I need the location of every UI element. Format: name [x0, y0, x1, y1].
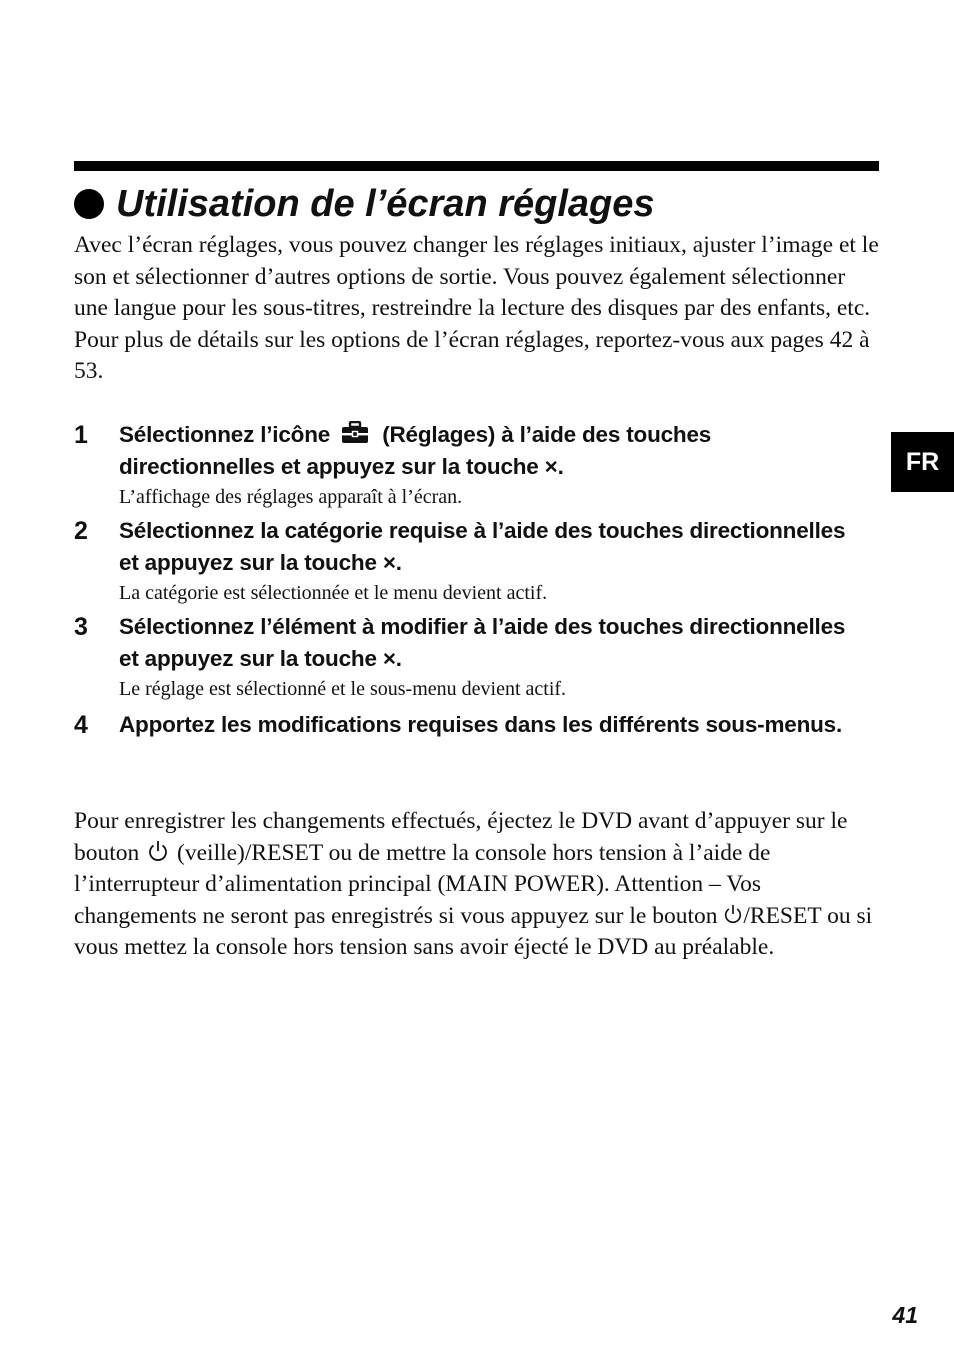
outro-paragraph — [74, 806, 882, 964]
bullet-icon — [74, 189, 104, 219]
step-heading: Sélectionnez la catégorie requise à l’aide des touches directionnelles et appuyez sur la touche ×. — [119, 518, 846, 575]
outro-text-3: /RESET ou si vous mettez la console hors tension sans avoir éjecté le DVD au préalable. — [74, 902, 873, 960]
power-icon — [723, 902, 743, 926]
step-4 — [74, 709, 864, 741]
outro-text-2: (veille)/RESET ou de mettre la console hors tension à l’aide de l’interrupteur d’alimentation principal (MAIN POWER). Attention – Vos changements ne seront pas enregistrés si vous appuyez sur le bouton — [74, 839, 771, 929]
step-3 — [74, 611, 864, 702]
step-2 — [74, 515, 864, 606]
section-title-text: Utilisation de l’écran réglages — [116, 183, 655, 225]
step-number: 3 — [74, 613, 88, 641]
step-1 — [74, 419, 864, 510]
intro-paragraph: Avec l’écran réglages, vous pouvez changer les réglages initiaux, ajuster l’image et le son et sélectionner d’autres options de sortie. Vous pouvez également sélectionner une langue pour les sous-titres, restreindre la lecture des disques par des enfants, etc. Pour plus de détails sur les options de l’écran réglages, reportez-vous aux pages 42 à 53. — [74, 232, 879, 384]
section-rule — [74, 161, 879, 171]
step-number: 2 — [74, 517, 88, 545]
outro-text-1: Pour enregistrer les changements effectués, éjectez le DVD avant d’appuyer sur le bouton — [74, 808, 848, 866]
step-heading — [119, 419, 864, 483]
step-heading-text: Sélectionnez l’icône — [119, 422, 331, 447]
step-number: 1 — [74, 421, 88, 449]
language-tab: FR — [891, 432, 954, 492]
step-heading: Sélectionnez l’élément à modifier à l’aide des touches directionnelles et appuyez sur la touche ×. — [119, 614, 846, 671]
toolbox-icon — [340, 421, 370, 445]
step-note: La catégorie est sélectionnée et le menu devient actif. — [119, 582, 548, 604]
step-heading-text-rest: (Réglages) à l’aide des touches directionnelles et appuyez sur la touche ×. — [119, 422, 712, 479]
power-icon — [147, 839, 169, 863]
step-note: Le réglage est sélectionné et le sous-menu devient actif. — [119, 678, 567, 700]
page-number: 41 — [892, 1302, 918, 1328]
step-note: L’affichage des réglages apparaît à l’écran. — [119, 486, 463, 508]
section-title — [74, 180, 884, 228]
step-heading: Apportez les modifications requises dans les différents sous-menus. — [119, 712, 843, 737]
step-number: 4 — [74, 711, 88, 739]
